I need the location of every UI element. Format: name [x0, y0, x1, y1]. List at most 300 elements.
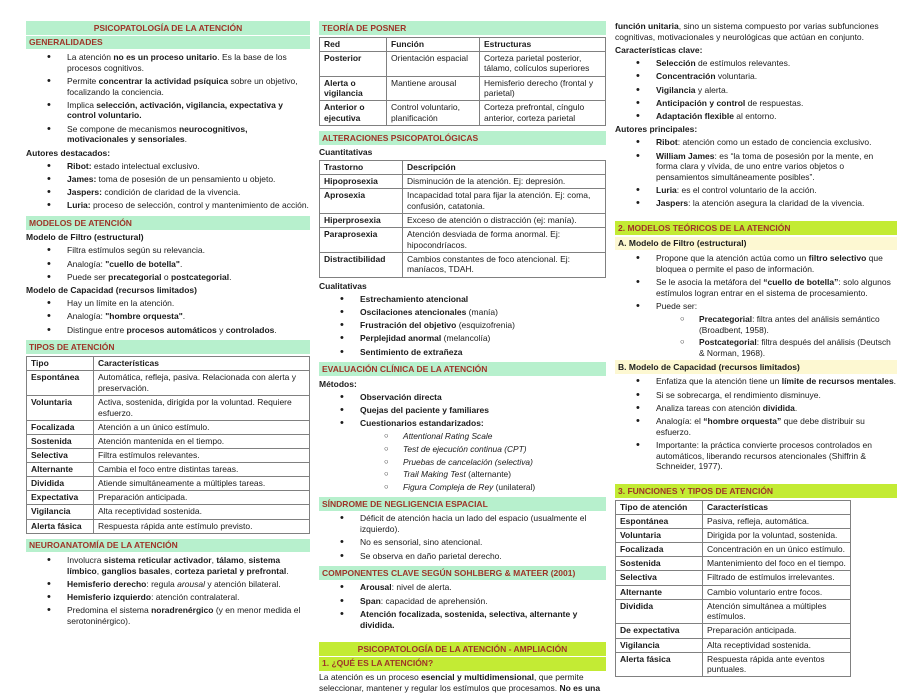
- text-run: Hay un límite en la atención.: [67, 298, 175, 309]
- text-run: no es un proceso unitario: [113, 51, 218, 62]
- table-cell: Aprosexia: [320, 189, 403, 214]
- bullet-item: [615, 277, 897, 298]
- text-run: corteza parietal y prefrontal: [174, 565, 287, 576]
- table-header-cell: Tipo: [27, 357, 94, 371]
- table-row: [27, 463, 310, 477]
- table-cell: Concentración en un único estímulo.: [703, 543, 851, 557]
- table-cell: Atención simultánea a múltiples estímulos.: [703, 599, 851, 624]
- text-run: La atención es un proceso: [319, 672, 422, 683]
- text-run: Analogía: el: [656, 416, 704, 427]
- table-row: [27, 448, 310, 462]
- table-row: [616, 599, 851, 624]
- text-run: Concentración: [656, 71, 716, 82]
- table-cell: Atención mantenida en el tiempo.: [94, 434, 310, 448]
- bullet-list: [319, 392, 606, 493]
- text-run: No es sensorial, sino atencional.: [360, 537, 483, 548]
- text-run: y: [216, 324, 226, 335]
- table-cell: Hiperprosexia: [320, 213, 403, 227]
- subsection-header: A. Modelo de Filtro (estructural): [615, 237, 897, 251]
- bullet-item: [615, 198, 897, 209]
- table-row: [320, 175, 606, 189]
- text-run: Jaspers:: [67, 187, 102, 198]
- text-run: .: [274, 324, 277, 335]
- section-header: 2. MODELOS TEÓRICOS DE LA ATENCIÓN: [615, 221, 897, 235]
- bullet-item: [26, 200, 310, 211]
- bullet-item: [319, 347, 606, 358]
- text-run: ganglios basales: [101, 565, 170, 576]
- table-cell: Pasiva, refleja, automática.: [703, 514, 851, 528]
- bullet-item: [319, 333, 606, 344]
- text-run: .: [893, 376, 897, 387]
- table-row: [27, 505, 310, 519]
- bullet-list: [615, 253, 897, 358]
- table-cell: Activa, sostenida, dirigida por la voluntad. Requiere esfuerzo.: [94, 395, 310, 420]
- bullet-item: [319, 537, 606, 548]
- text-run: Vigilancia: [656, 84, 696, 95]
- table-cell: Sostenida: [27, 434, 94, 448]
- table-cell: Incapacidad total para fijar la atención. Ej: coma, confusión, catatonia.: [403, 189, 606, 214]
- bullet-item: [319, 392, 606, 403]
- table-cell: Corteza prefrontal, cíngulo anterior, corteza parietal: [480, 101, 606, 126]
- table-cell: Cambio voluntario entre focos.: [703, 585, 851, 599]
- text-run: sistema reticular activador: [103, 554, 212, 565]
- text-run: (unilateral): [493, 481, 536, 492]
- bullet-item: [26, 259, 310, 270]
- text-run: La atención: [67, 51, 114, 62]
- text-run: Déficit de atención hacia un lado del espacio (usualmente el izquierdo).: [360, 513, 587, 535]
- text-run: Quejas del paciente y familiares: [360, 404, 489, 415]
- table-cell: Orientación espacial: [387, 51, 480, 76]
- bold-label: Cuantitativas: [319, 147, 373, 158]
- text-run: “hombre orquesta”: [703, 416, 782, 427]
- bullet-item: [615, 71, 897, 82]
- table-cell: Disminución de la atención. Ej: depresión.: [403, 175, 606, 189]
- table-header-row: [320, 160, 606, 174]
- text-run: . Es la base de los procesos cognitivos.: [67, 51, 287, 73]
- bullet-item: [319, 418, 606, 429]
- text-run: arousal: [177, 578, 205, 589]
- text-run: Anticipación y control: [656, 97, 746, 108]
- bullet-item: [615, 58, 897, 69]
- text-run: .: [179, 258, 183, 269]
- table-cell: Automática, refleja, pasiva. Relacionada con alerta y preservación.: [94, 371, 310, 396]
- text-run: filtro selectivo: [808, 252, 867, 263]
- text-run: : la atención asegura la claridad de la vivencia.: [688, 198, 865, 209]
- text-run: Si se sobrecarga, el rendimiento disminuye.: [656, 389, 821, 400]
- text-run: Oscilaciones atencionales: [360, 307, 467, 318]
- paragraph: [615, 21, 897, 42]
- text-run: .: [229, 271, 232, 282]
- sub-bullet-item: [319, 482, 606, 493]
- table-row: [320, 213, 606, 227]
- data-table: [615, 500, 851, 678]
- text-run: "cuello de botella": [105, 258, 180, 269]
- table-cell: Alta receptividad sostenida.: [94, 505, 310, 519]
- bullet-item: [319, 294, 606, 305]
- table-header-cell: Características: [703, 500, 851, 514]
- text-run: (melancolía): [441, 333, 491, 344]
- table-header-cell: Trastorno: [320, 160, 403, 174]
- section-header: EVALUACIÓN CLÍNICA DE LA ATENCIÓN: [319, 362, 606, 376]
- text-run: concentrar la actividad psíquica: [98, 75, 229, 86]
- bold-label: Autores principales:: [615, 124, 698, 135]
- section-header: MODELOS DE ATENCIÓN: [26, 216, 310, 230]
- text-run: esencial y multidimensional: [421, 672, 534, 683]
- bullet-item: [26, 272, 310, 283]
- table-cell: Dirigida por la voluntad, sostenida.: [703, 529, 851, 543]
- sub-bullet-item: [319, 444, 606, 455]
- text-run: ,: [96, 565, 102, 576]
- bullet-item: [26, 298, 310, 309]
- bullet-list: [26, 161, 310, 211]
- bullet-item: [319, 513, 606, 534]
- table-cell: Focalizada: [616, 543, 703, 557]
- text-run: Arousal: [360, 582, 392, 593]
- text-run: Perplejidad anormal: [360, 333, 442, 344]
- bullet-item: [615, 98, 897, 109]
- table-row: [616, 624, 851, 638]
- table-row: [616, 529, 851, 543]
- bullet-item: [26, 161, 310, 172]
- bold-label: Métodos:: [319, 378, 357, 389]
- bullet-item: [26, 555, 310, 576]
- text-run: , sino un sistema compuesto por varias subfunciones cognitivas, motivacionales y neurológicas que actúan en conjunto.: [615, 21, 879, 42]
- table-row: [320, 101, 606, 126]
- table-cell: Control voluntario, planificación: [387, 101, 480, 126]
- table-row: [27, 491, 310, 505]
- section-header: ALTERACIONES PSICOPATOLÓGICAS: [319, 131, 606, 145]
- text-run: Analiza tareas con atención: [656, 402, 763, 413]
- table-row: [320, 51, 606, 76]
- text-run: postcategorial: [170, 271, 230, 282]
- text-run: Test de ejecución continua (CPT): [403, 443, 527, 454]
- bullet-item: [26, 174, 310, 185]
- text-run: Analogía:: [67, 311, 106, 322]
- text-run: al entorno.: [733, 110, 777, 121]
- text-run: de respuestas.: [745, 97, 804, 108]
- text-run: que bloquea o permite el paso de información.: [656, 252, 883, 274]
- text-run: Permite: [67, 75, 99, 86]
- table-cell: Hipoprosexia: [320, 175, 403, 189]
- text-run: Observación directa: [360, 391, 442, 402]
- table-row: [27, 371, 310, 396]
- bullet-item: [26, 187, 310, 198]
- text-run: Luria:: [67, 200, 91, 211]
- text-run: Frustración del objetivo: [360, 320, 457, 331]
- table-row: [320, 189, 606, 214]
- sub-bullet-item: [319, 469, 606, 480]
- bullet-item: [319, 405, 606, 416]
- text-run: Trail Making Test: [403, 469, 466, 480]
- text-run: : nivel de alerta.: [391, 582, 452, 593]
- table-row: [616, 543, 851, 557]
- table-header-cell: Tipo de atención: [616, 500, 703, 514]
- text-run: dividida: [762, 402, 795, 413]
- bullet-item: [615, 376, 897, 387]
- text-run: (esquizofrenia): [456, 320, 515, 331]
- table-cell: Alta receptividad sostenida.: [703, 638, 851, 652]
- bullet-item: [615, 390, 897, 401]
- text-run: Selección: [656, 58, 696, 69]
- table-cell: Hemisferio derecho (frontal y parietal): [480, 76, 606, 101]
- text-run: de estímulos relevantes.: [695, 58, 791, 69]
- text-run: Jaspers: [656, 198, 689, 209]
- text-run: : atención contralateral.: [151, 592, 240, 603]
- table-cell: Dividida: [616, 599, 703, 624]
- text-run: : regula: [146, 578, 178, 589]
- bullet-item: [26, 325, 310, 336]
- subsection-header: B. Modelo de Capacidad (recursos limitados): [615, 360, 897, 374]
- text-run: Ribot: [656, 137, 678, 148]
- text-run: Importante: la práctica convierte procesos controlados en automáticos, liberando recursos atencionales (Shiffrin & Schneider, 1977).: [656, 440, 872, 472]
- text-run: Predomina el sistema: [67, 605, 152, 616]
- table-cell: Expectativa: [27, 491, 94, 505]
- bullet-item: [319, 582, 606, 593]
- bullet-item: [615, 440, 897, 472]
- text-run: : atención como un estado de conciencia exclusivo.: [677, 137, 872, 148]
- text-run: selección, activación, vigilancia, expectativa y control voluntario.: [67, 99, 283, 121]
- table-cell: Respuesta rápida ante eventos puntuales.: [703, 652, 851, 677]
- table-cell: Cambia el foco entre distintas tareas.: [94, 463, 310, 477]
- table-cell: Voluntaria: [27, 395, 94, 420]
- table-row: [27, 477, 310, 491]
- table-cell: Posterior: [320, 51, 387, 76]
- text-run: noradrenérgico: [151, 605, 214, 616]
- bullet-item: [26, 311, 310, 322]
- bullet-list: [26, 298, 310, 335]
- text-run: límite de recursos mentales: [781, 376, 894, 387]
- bullet-list: [26, 555, 310, 627]
- text-run: Se le asocia la metáfora del: [656, 276, 764, 287]
- text-run: (y en menor medida el serotoninérgico).: [67, 605, 301, 626]
- text-run: condición de claridad de la vivencia.: [101, 187, 241, 198]
- table-row: [320, 76, 606, 101]
- table-cell: Preparación anticipada.: [94, 491, 310, 505]
- text-run: Involucra: [67, 554, 104, 565]
- table-row: [616, 571, 851, 585]
- table-cell: Cambios constantes de foco atencional. Ej: maníacos, TDAH.: [403, 252, 606, 277]
- text-run: que debe distribuir su esfuerzo.: [656, 416, 865, 437]
- table-header-cell: Red: [320, 37, 387, 51]
- table-row: [616, 514, 851, 528]
- bullet-item: [26, 592, 310, 603]
- bullet-item: [615, 85, 897, 96]
- text-run: Postcategorial: [699, 337, 757, 348]
- text-run: No es una: [559, 682, 601, 693]
- text-run: Enfatiza que la atención tiene un: [656, 376, 782, 387]
- table-cell: Espontánea: [27, 371, 94, 396]
- text-run: proceso de selección, control y mantenimiento de acción.: [90, 200, 309, 211]
- bullet-list: [319, 582, 606, 630]
- text-run: ,: [243, 554, 249, 565]
- bullet-item: [615, 151, 897, 183]
- table-cell: Voluntaria: [616, 529, 703, 543]
- text-run: .: [794, 402, 798, 413]
- section-header: GENERALIDADES: [26, 36, 310, 50]
- text-run: William James: [656, 150, 715, 161]
- bullet-item: [26, 245, 310, 256]
- table-cell: Mantenimiento del foco en el tiempo.: [703, 557, 851, 571]
- table-cell: Alerta fásica: [27, 519, 94, 533]
- text-run: (alternante): [465, 469, 511, 480]
- bold-label: Modelo de Capacidad (recursos limitados): [26, 285, 197, 296]
- section-title: PSICOPATOLOGÍA DE LA ATENCIÓN: [26, 21, 310, 35]
- table-cell: Filtrado de estímulos irrelevantes.: [703, 571, 851, 585]
- text-run: Puede ser: [67, 271, 109, 282]
- table-cell: Alternante: [616, 585, 703, 599]
- bullet-item: [319, 596, 606, 607]
- text-run: Se compone de mecanismos: [67, 123, 179, 134]
- bullet-item: [615, 137, 897, 148]
- table-row: [616, 557, 851, 571]
- table-header-cell: Características: [94, 357, 310, 371]
- table-cell: Alerta fásica: [616, 652, 703, 677]
- table-cell: Filtra estímulos relevantes.: [94, 448, 310, 462]
- table-cell: Sostenida: [616, 557, 703, 571]
- bullet-item: [26, 579, 310, 590]
- data-table: [319, 37, 606, 126]
- table-cell: Distractibilidad: [320, 252, 403, 277]
- table-header-cell: Función: [387, 37, 480, 51]
- bullet-item: [319, 307, 606, 318]
- text-run: : es “la toma de posesión por la mente, en forma clara y vívida, de uno entre varios objetos o pensamientos simultáneamente posibles”.: [656, 150, 874, 182]
- data-table: [26, 356, 310, 534]
- column-right: [615, 21, 897, 675]
- text-run: .: [182, 311, 186, 322]
- table-cell: Preparación anticipada.: [703, 624, 851, 638]
- bullet-item: [26, 605, 310, 626]
- table-header-row: [320, 37, 606, 51]
- text-run: Filtra estímulos según su relevancia.: [67, 245, 205, 256]
- sub-bullet-item: [615, 314, 897, 335]
- table-cell: Alternante: [27, 463, 94, 477]
- bullet-list: [615, 137, 897, 209]
- sub-bullet-item: [319, 457, 606, 468]
- table-row: [27, 519, 310, 533]
- text-run: ,: [170, 565, 175, 576]
- bullet-list: [319, 294, 606, 358]
- text-run: : solo algunos estímulos logran entrar en el sistema de procesamiento.: [656, 276, 891, 298]
- text-run: Distingue entre: [67, 324, 127, 335]
- bullet-list: [615, 58, 897, 122]
- table-row: [616, 585, 851, 599]
- section-title: PSICOPATOLOGÍA DE LA ATENCIÓN - AMPLIACIÓN: [319, 642, 606, 656]
- table-row: [320, 252, 606, 277]
- text-run: sistema límbico: [67, 554, 281, 576]
- paragraph: [319, 672, 606, 693]
- table-cell: Atiende simultáneamente a múltiples tareas.: [94, 477, 310, 491]
- text-run: : capacidad de aprehensión.: [380, 595, 488, 606]
- table-cell: Alerta o vigilancia: [320, 76, 387, 101]
- section-header: TEORÍA DE POSNER: [319, 21, 606, 35]
- bullet-item: [319, 320, 606, 331]
- table-cell: Espontánea: [616, 514, 703, 528]
- text-run: Figura Compleja de Rey: [403, 481, 494, 492]
- text-run: : filtra antes del análisis semántico (Broadbent, 1958).: [699, 313, 880, 335]
- column-center: [319, 21, 606, 693]
- text-run: Luria: [656, 185, 677, 196]
- bullet-item: [26, 52, 310, 73]
- text-run: James:: [67, 173, 97, 184]
- section-header: COMPONENTES CLAVE SEGÚN SOHLBERG & MATEER (2001): [319, 566, 606, 580]
- text-run: Adaptación flexible: [656, 110, 734, 121]
- text-run: neurocognitivos, motivacionales y sensoriales: [67, 123, 248, 145]
- table-cell: De expectativa: [616, 624, 703, 638]
- table-cell: Mantiene arousal: [387, 76, 480, 101]
- section-header: SÍNDROME DE NEGLIGENCIA ESPACIAL: [319, 497, 606, 511]
- table-cell: Focalizada: [27, 420, 94, 434]
- table-cell: Dividida: [27, 477, 94, 491]
- table-cell: Selectiva: [27, 448, 94, 462]
- text-run: ,: [211, 554, 217, 565]
- bullet-item: [26, 100, 310, 121]
- table-cell: Vigilancia: [616, 638, 703, 652]
- text-run: y atención bilateral.: [204, 578, 281, 589]
- table-row: [616, 652, 851, 677]
- text-run: función unitaria: [615, 21, 679, 31]
- table-cell: Exceso de atención o distracción (ej: manía).: [403, 213, 606, 227]
- text-run: Estrechamiento atencional: [360, 293, 469, 304]
- text-run: estado intelectual exclusivo.: [91, 160, 200, 171]
- section-header: 1. ¿QUÉ ES LA ATENCIÓN?: [319, 657, 606, 671]
- bullet-item: [615, 416, 897, 437]
- text-run: .: [286, 565, 289, 576]
- bullet-item: [26, 124, 310, 145]
- bold-label: Características clave:: [615, 44, 703, 55]
- table-row: [27, 434, 310, 448]
- text-run: y alerta.: [695, 84, 729, 95]
- table-row: [616, 638, 851, 652]
- bullet-item: [26, 76, 310, 97]
- table-header-row: [27, 357, 310, 371]
- bullet-item: [319, 551, 606, 562]
- bullet-list: [319, 513, 606, 561]
- table-cell: Respuesta rápida ante estímulo previsto.: [94, 519, 310, 533]
- bold-label: Modelo de Filtro (estructural): [26, 232, 144, 243]
- text-run: Attentional Rating Scale: [403, 431, 493, 442]
- text-run: toma de posesión de un pensamiento u objeto.: [96, 173, 276, 184]
- text-run: o: [161, 271, 171, 282]
- table-cell: Vigilancia: [27, 505, 94, 519]
- text-run: .: [184, 134, 188, 145]
- table-row: [27, 395, 310, 420]
- text-run: "hombre orquesta": [105, 311, 183, 322]
- text-run: Ribot:: [67, 160, 92, 171]
- text-run: Se observa en daño parietal derecho.: [360, 550, 502, 561]
- table-cell: Anterior o ejecutiva: [320, 101, 387, 126]
- text-run: Propone que la atención actúa como un: [656, 252, 809, 263]
- text-run: Span: [360, 595, 381, 606]
- sub-bullet-item: [615, 337, 897, 358]
- bullet-list: [26, 245, 310, 282]
- bullet-item: [615, 403, 897, 414]
- text-run: Analogía:: [67, 258, 106, 269]
- text-run: procesos automáticos: [126, 324, 217, 335]
- section-header: 3. FUNCIONES Y TIPOS DE ATENCIÓN: [615, 484, 897, 498]
- table-cell: Selectiva: [616, 571, 703, 585]
- table-header-row: [616, 500, 851, 514]
- text-run: Precategorial: [699, 313, 753, 324]
- table-cell: Atención a un único estímulo.: [94, 420, 310, 434]
- bullet-item: [615, 253, 897, 274]
- text-run: precategorial: [108, 271, 162, 282]
- column-left: [26, 21, 310, 632]
- bold-label: Autores destacados:: [26, 147, 111, 158]
- text-run: : es el control voluntario de la acción.: [676, 185, 817, 196]
- text-run: tálamo: [216, 554, 244, 565]
- text-run: controlados: [225, 324, 275, 335]
- text-run: voluntaria.: [715, 71, 758, 82]
